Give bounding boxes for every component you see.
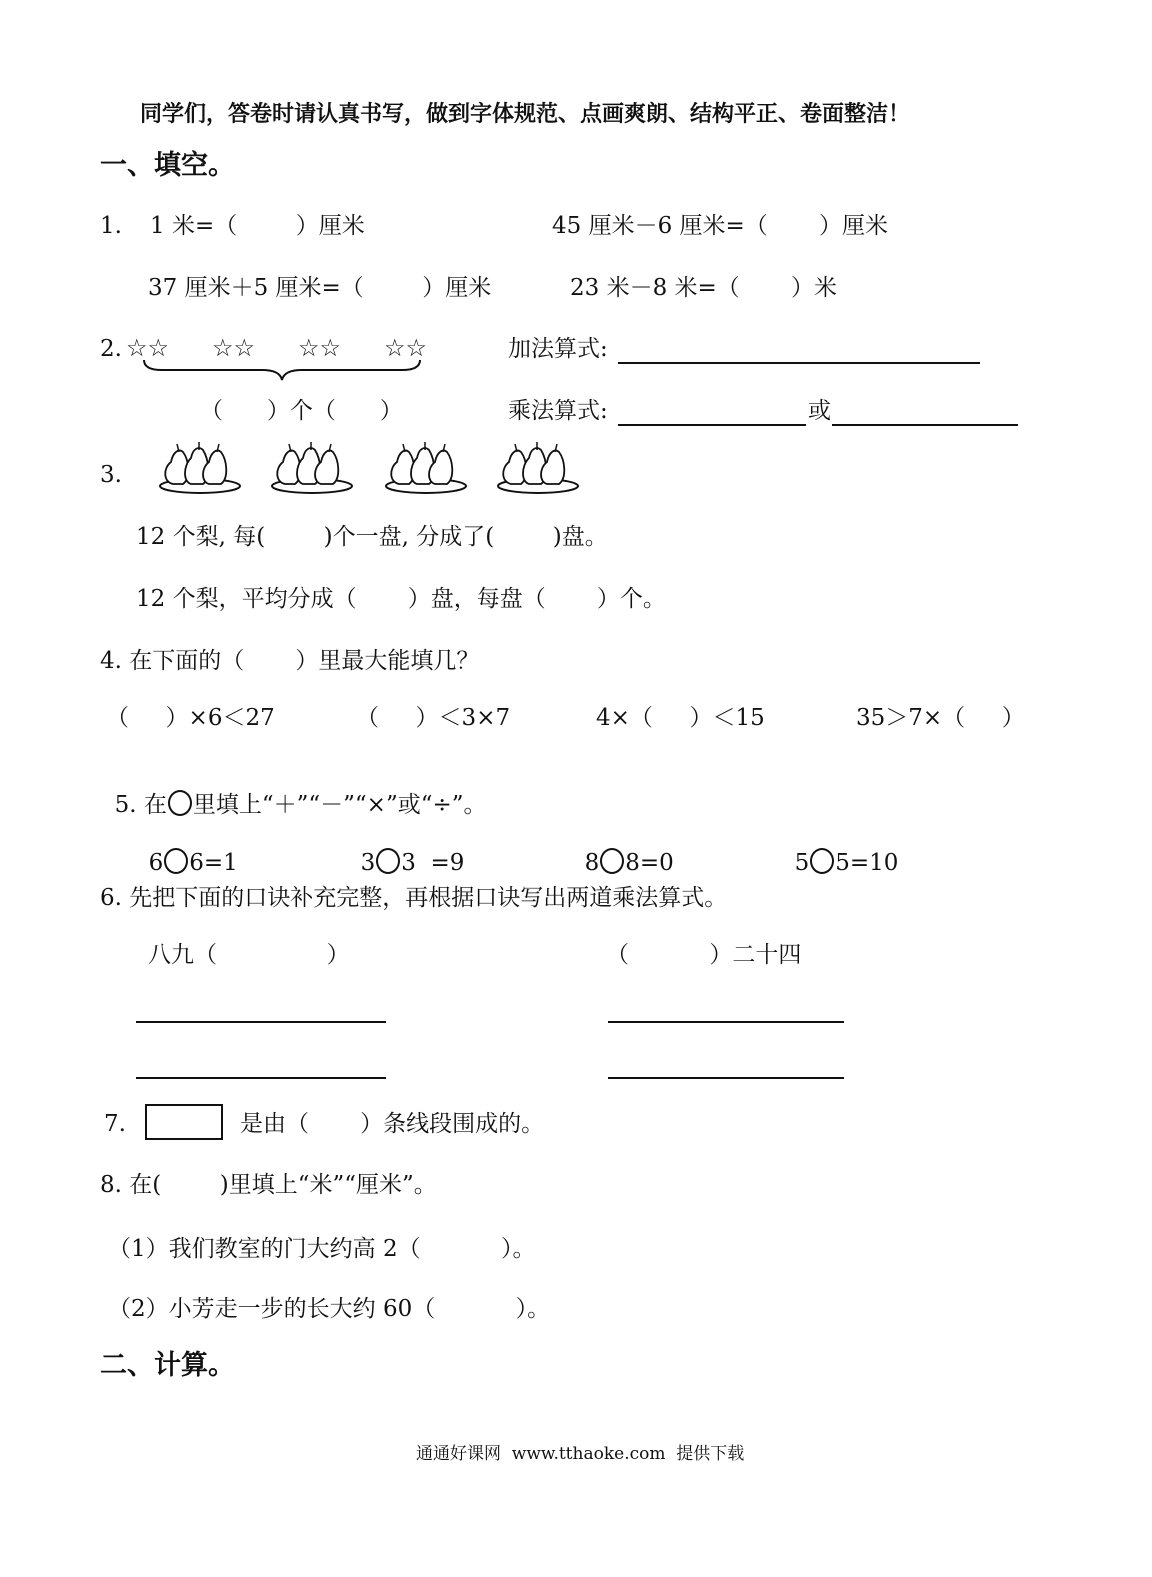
operator-circle-input[interactable] [164,848,188,874]
q1-item-a: 1 米=（ ）厘米 [150,213,365,239]
q7-text: 是由（ ）条线段围成的。 [240,1111,545,1137]
footer-text: 通通好课网 www.tthaoke.com 提供下载 [416,1444,745,1464]
q4-item-3: 4×（ ）＜15 [596,705,765,731]
q4-item-2: （ ）＜3×7 [356,705,511,731]
q2-number: 2. [100,336,122,362]
q6-answer-line-4[interactable] [608,1077,844,1079]
operator-circle-input[interactable] [810,848,834,874]
q4-title: 4. 在下面的（ ）里最大能填几？ [100,648,480,674]
q5-item-left: 5 [794,850,810,876]
q5-item-1 [134,825,238,875]
q2-or-label: 或 [808,398,831,424]
rectangle-figure [145,1104,223,1140]
q1-item-d: 23 米－8 米=（ ）米 [570,275,837,301]
q7-number: 7. [104,1111,126,1137]
q5-item-right: 5=10 [835,850,899,876]
q5-title-post: 里填上“＋”“－”“×”或“÷”。 [192,792,487,818]
q8-item-1: （1）我们教室的门大约高 2（ ）。 [108,1236,536,1262]
section-1-title: 一、填空。 [100,150,235,181]
star-group-4: ☆☆ [384,334,428,362]
exam-notice: 同学们，答卷时请认真书写，做到字体规范、点画爽朗、结构平正、卷面整洁！ [140,102,911,127]
mul-answer-line-1[interactable] [618,424,806,426]
q5-item-4 [780,825,898,875]
q2-count-text: （ ）个（ ） [200,398,403,424]
curly-brace [142,358,422,382]
q6-title: 6. 先把下面的口诀补充完整，再根据口诀写出两道乘法算式。 [100,885,728,911]
q6-answer-line-2[interactable] [608,1021,844,1023]
q5-item-right: 6=1 [189,850,238,876]
q5-item-left: 6 [148,850,164,876]
q5-item-right: 8=0 [625,850,674,876]
operator-circle-input[interactable] [376,848,400,874]
q4-item-4: 35＞7×（ ） [856,705,1025,731]
q1-item-b: 45 厘米－6 厘米=（ ）厘米 [552,213,888,239]
q5-title [100,767,487,817]
q6-answer-line-1[interactable] [136,1021,386,1023]
q6-answer-line-3[interactable] [136,1077,386,1079]
pear-plate-icon [160,442,240,493]
q5-item-left: 8 [584,850,600,876]
add-answer-line[interactable] [618,362,980,364]
q5-title-pre: 5. 在 [114,792,167,818]
q2-mul-label: 乘法算式: [508,398,608,424]
q3-line-1: 12 个梨, 每( )个一盘, 分成了( )盘。 [136,524,608,550]
q3-line-2: 12 个梨，平均分成（ ）盘，每盘（ ）个。 [136,586,666,612]
q8-title: 8. 在( )里填上“米”“厘米”。 [100,1172,437,1198]
q5-item-2 [346,825,464,875]
operator-circle-input[interactable] [600,848,624,874]
q2-add-label: 加法算式: [508,336,608,362]
q5-item-right: 3 =9 [401,850,465,876]
section-2-title: 二、计算。 [100,1350,235,1381]
pear-plate-icons [155,438,595,502]
q1-number: 1. [100,213,122,239]
mul-answer-line-2[interactable] [832,424,1018,426]
star-group-3: ☆☆ [298,334,342,362]
q8-item-2: （2）小芳走一步的长大约 60（ ）。 [108,1296,551,1322]
q4-item-1: （ ）×6＜27 [106,705,275,731]
circle-icon [168,790,192,816]
star-group-2: ☆☆ [212,334,256,362]
q6-right-rhyme: （ ）二十四 [606,942,802,968]
q1-item-c: 37 厘米＋5 厘米=（ ）厘米 [148,275,492,301]
q5-item-left: 3 [360,850,376,876]
q3-number: 3. [100,462,122,488]
q5-item-3 [570,825,674,875]
q6-left-rhyme: 八九（ ） [148,942,350,968]
star-group-1: ☆☆ [126,334,170,362]
